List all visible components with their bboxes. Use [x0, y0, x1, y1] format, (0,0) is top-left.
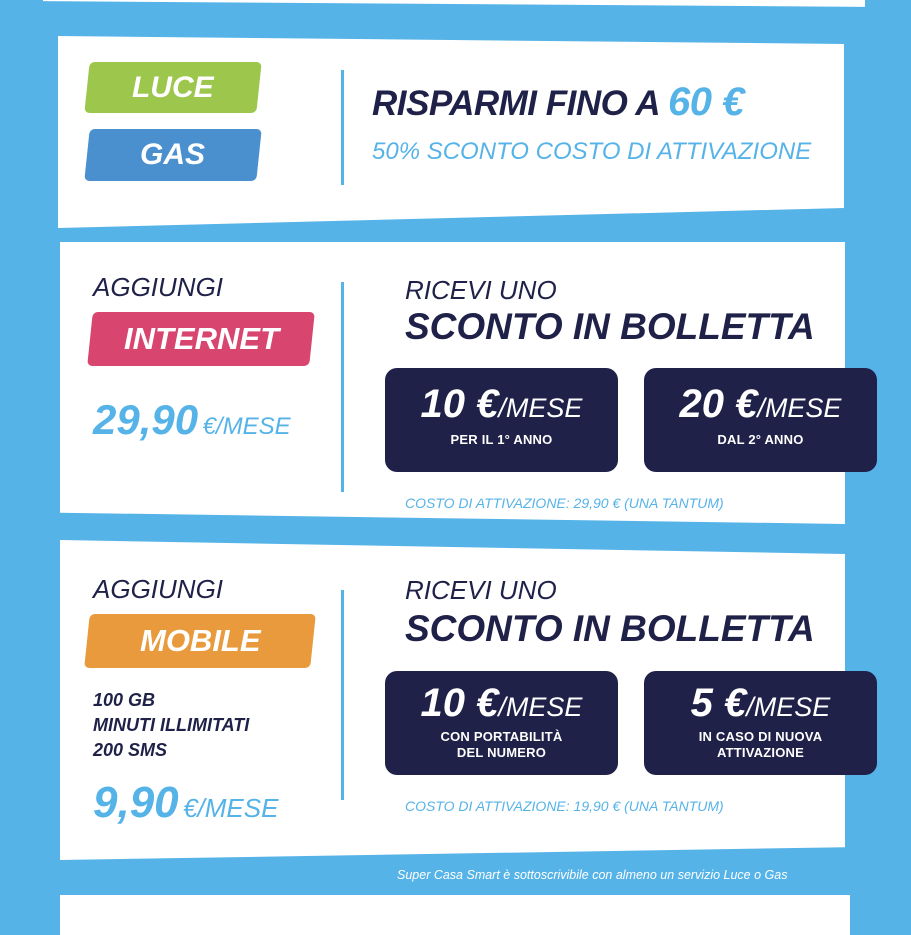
mobile-offer-card [644, 671, 877, 775]
offer-unit: /MESE [757, 393, 842, 423]
mobile-price-value: 9,90 [93, 778, 179, 827]
internet-offer-card [385, 368, 618, 472]
mobile-discount-title: SCONTO IN BOLLETTA [405, 608, 815, 649]
offer-condition: DAL 2° ANNO [717, 432, 804, 447]
luce-tag: LUCE [84, 62, 261, 113]
internet-price-unit: €/MESE [202, 413, 291, 440]
internet-offer-card [644, 368, 877, 472]
internet-price-value: 29,90 [93, 396, 199, 443]
feature-item: MINUTI ILLIMITATI [93, 715, 250, 735]
offer-amount: 10 € [420, 382, 499, 426]
activation-discount: 50% SCONTO COSTO DI ATTIVAZIONE [372, 138, 812, 165]
mobile-price [93, 778, 278, 828]
mobile-activation-cost: COSTO DI ATTIVAZIONE: 19,90 € (UNA TANTUM) [405, 798, 724, 814]
offer-unit: /MESE [498, 692, 583, 722]
gas-tag: GAS [84, 129, 261, 181]
offer-condition: ATTIVAZIONE [717, 745, 804, 760]
feature-item: 100 GB [93, 690, 156, 710]
offer-amount: 10 € [420, 681, 499, 725]
divider [341, 590, 344, 800]
internet-price [93, 396, 291, 444]
internet-tag: INTERNET [87, 312, 315, 366]
offer-condition: PER IL 1° ANNO [450, 432, 553, 447]
mobile-tag: MOBILE [84, 614, 316, 668]
offer-amount: 20 € [679, 382, 758, 426]
top-panel-edge [43, 0, 865, 7]
offer-condition: DEL NUMERO [456, 745, 547, 760]
divider [341, 282, 344, 492]
bottom-panel-edge [60, 895, 850, 935]
internet-activation-cost: COSTO DI ATTIVAZIONE: 29,90 € (UNA TANTUM) [405, 495, 724, 511]
offer-condition: IN CASO DI NUOVA [698, 729, 823, 744]
footnote: Super Casa Smart è sottoscrivibile con almeno un servizio Luce o Gas [397, 868, 788, 882]
mobile-offer-card [385, 671, 618, 775]
offer-condition: CON PORTABILITÀ [440, 729, 563, 744]
savings-amount: 60 € [668, 80, 744, 124]
mobile-add-label: AGGIUNGI [93, 574, 224, 604]
mobile-price-unit: €/MESE [183, 793, 279, 823]
mobile-features [93, 688, 249, 763]
offer-amount: 5 € [690, 681, 747, 725]
internet-add-label: AGGIUNGI [93, 272, 224, 302]
offer-unit: /MESE [498, 393, 583, 423]
divider [341, 70, 344, 185]
mobile-receive-label: RICEVI UNO [405, 575, 557, 605]
offer-unit: /MESE [746, 692, 831, 722]
internet-discount-title: SCONTO IN BOLLETTA [405, 306, 815, 347]
internet-receive-label: RICEVI UNO [405, 275, 557, 305]
savings-headline: RISPARMI FINO A 60 € [372, 80, 744, 124]
feature-item: 200 SMS [93, 740, 168, 760]
